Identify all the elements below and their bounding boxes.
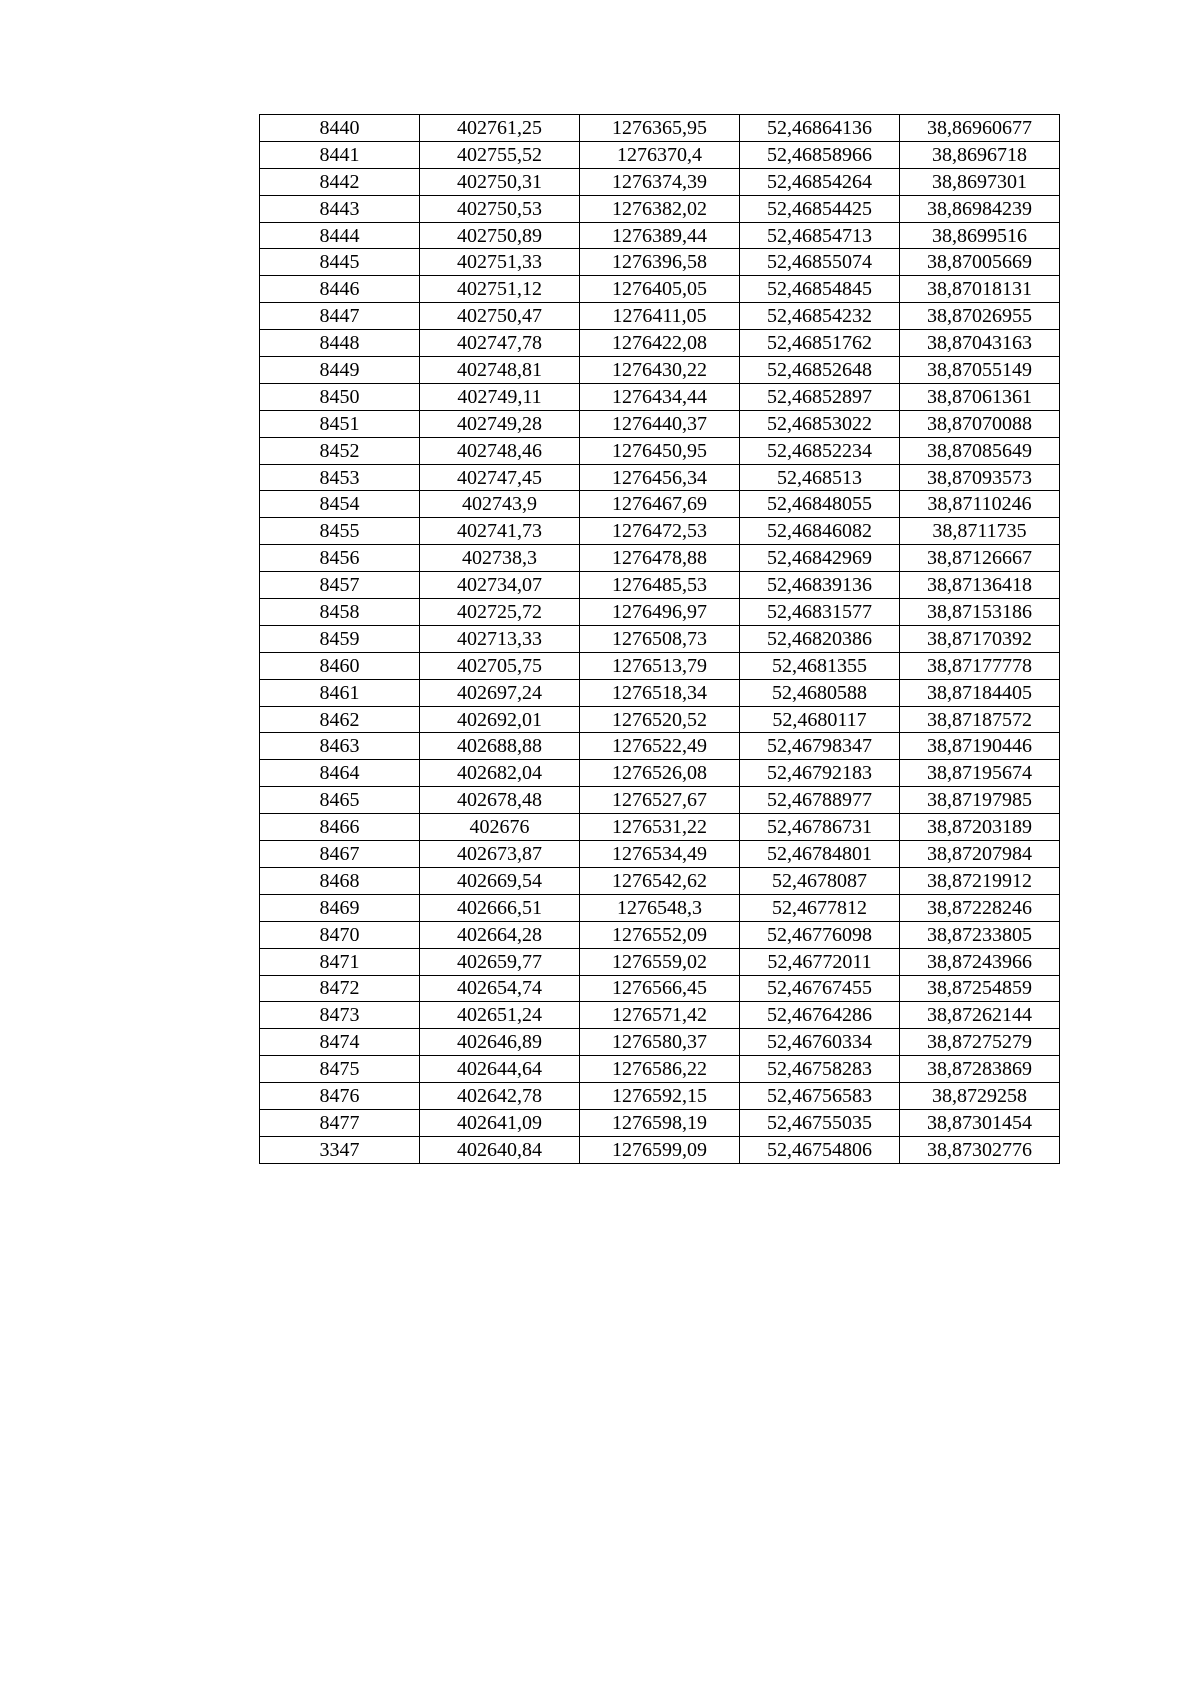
y-coordinate-cell: 1276389,44	[580, 222, 740, 249]
latitude-cell: 52,46764286	[740, 1002, 900, 1029]
longitude-cell: 38,87262144	[900, 1002, 1060, 1029]
x-coordinate-cell: 402705,75	[420, 652, 580, 679]
longitude-cell: 38,87190446	[900, 733, 1060, 760]
point-number-cell: 8443	[260, 195, 420, 222]
longitude-cell: 38,87243966	[900, 948, 1060, 975]
point-number-cell: 8462	[260, 706, 420, 733]
latitude-cell: 52,46854713	[740, 222, 900, 249]
latitude-cell: 52,46831577	[740, 599, 900, 626]
y-coordinate-cell: 1276485,53	[580, 572, 740, 599]
longitude-cell: 38,87126667	[900, 545, 1060, 572]
longitude-cell: 38,87061361	[900, 383, 1060, 410]
point-number-cell: 8465	[260, 787, 420, 814]
y-coordinate-cell: 1276472,53	[580, 518, 740, 545]
x-coordinate-cell: 402669,54	[420, 867, 580, 894]
x-coordinate-cell: 402750,31	[420, 168, 580, 195]
y-coordinate-cell: 1276586,22	[580, 1056, 740, 1083]
table-row	[260, 141, 1060, 168]
longitude-cell: 38,87207984	[900, 841, 1060, 868]
y-coordinate-cell: 1276478,88	[580, 545, 740, 572]
latitude-cell: 52,46784801	[740, 841, 900, 868]
longitude-cell: 38,87187572	[900, 706, 1060, 733]
table-row	[260, 303, 1060, 330]
table-row	[260, 787, 1060, 814]
y-coordinate-cell: 1276566,45	[580, 975, 740, 1002]
latitude-cell: 52,46758283	[740, 1056, 900, 1083]
y-coordinate-cell: 1276396,58	[580, 249, 740, 276]
x-coordinate-cell: 402678,48	[420, 787, 580, 814]
longitude-cell: 38,87283869	[900, 1056, 1060, 1083]
longitude-cell: 38,87203189	[900, 814, 1060, 841]
table-row	[260, 330, 1060, 357]
table-row	[260, 599, 1060, 626]
longitude-cell: 38,87136418	[900, 572, 1060, 599]
table-row	[260, 975, 1060, 1002]
table-row	[260, 357, 1060, 384]
latitude-cell: 52,46756583	[740, 1083, 900, 1110]
point-number-cell: 8467	[260, 841, 420, 868]
x-coordinate-cell: 402748,46	[420, 437, 580, 464]
point-number-cell: 8457	[260, 572, 420, 599]
x-coordinate-cell: 402751,33	[420, 249, 580, 276]
longitude-cell: 38,87170392	[900, 625, 1060, 652]
y-coordinate-cell: 1276552,09	[580, 921, 740, 948]
table-row	[260, 921, 1060, 948]
x-coordinate-cell: 402642,78	[420, 1083, 580, 1110]
table-row	[260, 948, 1060, 975]
latitude-cell: 52,46846082	[740, 518, 900, 545]
point-number-cell: 8472	[260, 975, 420, 1002]
longitude-cell: 38,8729258	[900, 1083, 1060, 1110]
point-number-cell: 8451	[260, 410, 420, 437]
latitude-cell: 52,46767455	[740, 975, 900, 1002]
longitude-cell: 38,87070088	[900, 410, 1060, 437]
x-coordinate-cell: 402750,47	[420, 303, 580, 330]
x-coordinate-cell: 402750,53	[420, 195, 580, 222]
point-number-cell: 8445	[260, 249, 420, 276]
latitude-cell: 52,4680117	[740, 706, 900, 733]
point-number-cell: 8454	[260, 491, 420, 518]
point-number-cell: 8469	[260, 894, 420, 921]
y-coordinate-cell: 1276456,34	[580, 464, 740, 491]
latitude-cell: 52,46842969	[740, 545, 900, 572]
x-coordinate-cell: 402713,33	[420, 625, 580, 652]
x-coordinate-cell: 402646,89	[420, 1029, 580, 1056]
x-coordinate-cell: 402747,78	[420, 330, 580, 357]
x-coordinate-cell: 402673,87	[420, 841, 580, 868]
longitude-cell: 38,87233805	[900, 921, 1060, 948]
table-row	[260, 1029, 1060, 1056]
table-row	[260, 706, 1060, 733]
x-coordinate-cell: 402741,73	[420, 518, 580, 545]
table-row	[260, 760, 1060, 787]
point-number-cell: 8440	[260, 115, 420, 142]
y-coordinate-cell: 1276518,34	[580, 679, 740, 706]
latitude-cell: 52,46854845	[740, 276, 900, 303]
y-coordinate-cell: 1276374,39	[580, 168, 740, 195]
latitude-cell: 52,46858966	[740, 141, 900, 168]
x-coordinate-cell: 402738,3	[420, 545, 580, 572]
longitude-cell: 38,87153186	[900, 599, 1060, 626]
point-number-cell: 8464	[260, 760, 420, 787]
latitude-cell: 52,46854425	[740, 195, 900, 222]
longitude-cell: 38,87018131	[900, 276, 1060, 303]
latitude-cell: 52,46854264	[740, 168, 900, 195]
point-number-cell: 8456	[260, 545, 420, 572]
longitude-cell: 38,86960677	[900, 115, 1060, 142]
latitude-cell: 52,4681355	[740, 652, 900, 679]
longitude-cell: 38,86984239	[900, 195, 1060, 222]
latitude-cell: 52,46798347	[740, 733, 900, 760]
point-number-cell: 8459	[260, 625, 420, 652]
x-coordinate-cell: 402659,77	[420, 948, 580, 975]
y-coordinate-cell: 1276548,3	[580, 894, 740, 921]
y-coordinate-cell: 1276422,08	[580, 330, 740, 357]
table-row	[260, 249, 1060, 276]
latitude-cell: 52,46776098	[740, 921, 900, 948]
table-row	[260, 841, 1060, 868]
latitude-cell: 52,46864136	[740, 115, 900, 142]
table-row	[260, 1083, 1060, 1110]
table-row	[260, 814, 1060, 841]
y-coordinate-cell: 1276520,52	[580, 706, 740, 733]
table-row	[260, 491, 1060, 518]
x-coordinate-cell: 402697,24	[420, 679, 580, 706]
longitude-cell: 38,87197985	[900, 787, 1060, 814]
table-row	[260, 518, 1060, 545]
point-number-cell: 8466	[260, 814, 420, 841]
point-number-cell: 8471	[260, 948, 420, 975]
latitude-cell: 52,46852234	[740, 437, 900, 464]
y-coordinate-cell: 1276598,19	[580, 1109, 740, 1136]
point-number-cell: 8470	[260, 921, 420, 948]
longitude-cell: 38,8696718	[900, 141, 1060, 168]
point-number-cell: 8460	[260, 652, 420, 679]
longitude-cell: 38,87301454	[900, 1109, 1060, 1136]
latitude-cell: 52,46855074	[740, 249, 900, 276]
table-row	[260, 679, 1060, 706]
point-number-cell: 8455	[260, 518, 420, 545]
point-number-cell: 8475	[260, 1056, 420, 1083]
y-coordinate-cell: 1276370,4	[580, 141, 740, 168]
table-row	[260, 1002, 1060, 1029]
latitude-cell: 52,46754806	[740, 1136, 900, 1163]
point-number-cell: 8446	[260, 276, 420, 303]
longitude-cell: 38,87055149	[900, 357, 1060, 384]
x-coordinate-cell: 402644,64	[420, 1056, 580, 1083]
longitude-cell: 38,87093573	[900, 464, 1060, 491]
point-number-cell: 8477	[260, 1109, 420, 1136]
point-number-cell: 8468	[260, 867, 420, 894]
latitude-cell: 52,46792183	[740, 760, 900, 787]
x-coordinate-cell: 402692,01	[420, 706, 580, 733]
latitude-cell: 52,4678087	[740, 867, 900, 894]
x-coordinate-cell: 402666,51	[420, 894, 580, 921]
x-coordinate-cell: 402749,28	[420, 410, 580, 437]
y-coordinate-cell: 1276434,44	[580, 383, 740, 410]
point-number-cell: 8447	[260, 303, 420, 330]
longitude-cell: 38,87043163	[900, 330, 1060, 357]
coordinates-table-body	[260, 115, 1060, 1164]
x-coordinate-cell: 402748,81	[420, 357, 580, 384]
y-coordinate-cell: 1276534,49	[580, 841, 740, 868]
point-number-cell: 3347	[260, 1136, 420, 1163]
point-number-cell: 8474	[260, 1029, 420, 1056]
latitude-cell: 52,46852897	[740, 383, 900, 410]
x-coordinate-cell: 402750,89	[420, 222, 580, 249]
longitude-cell: 38,87110246	[900, 491, 1060, 518]
y-coordinate-cell: 1276513,79	[580, 652, 740, 679]
y-coordinate-cell: 1276527,67	[580, 787, 740, 814]
y-coordinate-cell: 1276559,02	[580, 948, 740, 975]
x-coordinate-cell: 402654,74	[420, 975, 580, 1002]
point-number-cell: 8448	[260, 330, 420, 357]
y-coordinate-cell: 1276365,95	[580, 115, 740, 142]
x-coordinate-cell: 402651,24	[420, 1002, 580, 1029]
table-row	[260, 572, 1060, 599]
latitude-cell: 52,4677812	[740, 894, 900, 921]
latitude-cell: 52,46772011	[740, 948, 900, 975]
point-number-cell: 8453	[260, 464, 420, 491]
y-coordinate-cell: 1276496,97	[580, 599, 740, 626]
x-coordinate-cell: 402761,25	[420, 115, 580, 142]
table-row	[260, 733, 1060, 760]
x-coordinate-cell: 402751,12	[420, 276, 580, 303]
point-number-cell: 8450	[260, 383, 420, 410]
y-coordinate-cell: 1276430,22	[580, 357, 740, 384]
longitude-cell: 38,87005669	[900, 249, 1060, 276]
table-row	[260, 625, 1060, 652]
table-row	[260, 867, 1060, 894]
table-row	[260, 115, 1060, 142]
y-coordinate-cell: 1276526,08	[580, 760, 740, 787]
latitude-cell: 52,46854232	[740, 303, 900, 330]
longitude-cell: 38,87275279	[900, 1029, 1060, 1056]
y-coordinate-cell: 1276450,95	[580, 437, 740, 464]
latitude-cell: 52,46788977	[740, 787, 900, 814]
point-number-cell: 8444	[260, 222, 420, 249]
longitude-cell: 38,87219912	[900, 867, 1060, 894]
longitude-cell: 38,87195674	[900, 760, 1060, 787]
table-row	[260, 168, 1060, 195]
table-row	[260, 410, 1060, 437]
latitude-cell: 52,46755035	[740, 1109, 900, 1136]
x-coordinate-cell: 402641,09	[420, 1109, 580, 1136]
latitude-cell: 52,46786731	[740, 814, 900, 841]
point-number-cell: 8473	[260, 1002, 420, 1029]
y-coordinate-cell: 1276571,42	[580, 1002, 740, 1029]
table-row	[260, 437, 1060, 464]
table-row	[260, 545, 1060, 572]
latitude-cell: 52,46852648	[740, 357, 900, 384]
longitude-cell: 38,8697301	[900, 168, 1060, 195]
y-coordinate-cell: 1276592,15	[580, 1083, 740, 1110]
x-coordinate-cell: 402749,11	[420, 383, 580, 410]
y-coordinate-cell: 1276542,62	[580, 867, 740, 894]
point-number-cell: 8458	[260, 599, 420, 626]
y-coordinate-cell: 1276440,37	[580, 410, 740, 437]
longitude-cell: 38,87026955	[900, 303, 1060, 330]
latitude-cell: 52,46853022	[740, 410, 900, 437]
point-number-cell: 8452	[260, 437, 420, 464]
longitude-cell: 38,87228246	[900, 894, 1060, 921]
y-coordinate-cell: 1276508,73	[580, 625, 740, 652]
x-coordinate-cell: 402664,28	[420, 921, 580, 948]
latitude-cell: 52,4680588	[740, 679, 900, 706]
table-row	[260, 652, 1060, 679]
x-coordinate-cell: 402747,45	[420, 464, 580, 491]
table-row	[260, 222, 1060, 249]
y-coordinate-cell: 1276467,69	[580, 491, 740, 518]
latitude-cell: 52,46820386	[740, 625, 900, 652]
x-coordinate-cell: 402755,52	[420, 141, 580, 168]
latitude-cell: 52,46848055	[740, 491, 900, 518]
point-number-cell: 8463	[260, 733, 420, 760]
x-coordinate-cell: 402640,84	[420, 1136, 580, 1163]
latitude-cell: 52,46851762	[740, 330, 900, 357]
longitude-cell: 38,87177778	[900, 652, 1060, 679]
x-coordinate-cell: 402734,07	[420, 572, 580, 599]
y-coordinate-cell: 1276405,05	[580, 276, 740, 303]
table-row	[260, 894, 1060, 921]
longitude-cell: 38,87254859	[900, 975, 1060, 1002]
longitude-cell: 38,8711735	[900, 518, 1060, 545]
x-coordinate-cell: 402682,04	[420, 760, 580, 787]
y-coordinate-cell: 1276522,49	[580, 733, 740, 760]
x-coordinate-cell: 402743,9	[420, 491, 580, 518]
y-coordinate-cell: 1276411,05	[580, 303, 740, 330]
table-row	[260, 1056, 1060, 1083]
y-coordinate-cell: 1276580,37	[580, 1029, 740, 1056]
table-row	[260, 464, 1060, 491]
table-row	[260, 276, 1060, 303]
y-coordinate-cell: 1276531,22	[580, 814, 740, 841]
point-number-cell: 8441	[260, 141, 420, 168]
x-coordinate-cell: 402688,88	[420, 733, 580, 760]
table-row	[260, 195, 1060, 222]
x-coordinate-cell: 402676	[420, 814, 580, 841]
point-number-cell: 8442	[260, 168, 420, 195]
longitude-cell: 38,8699516	[900, 222, 1060, 249]
y-coordinate-cell: 1276599,09	[580, 1136, 740, 1163]
longitude-cell: 38,87184405	[900, 679, 1060, 706]
latitude-cell: 52,46839136	[740, 572, 900, 599]
point-number-cell: 8476	[260, 1083, 420, 1110]
latitude-cell: 52,46760334	[740, 1029, 900, 1056]
point-number-cell: 8449	[260, 357, 420, 384]
coordinates-table	[259, 114, 1060, 1164]
point-number-cell: 8461	[260, 679, 420, 706]
longitude-cell: 38,87302776	[900, 1136, 1060, 1163]
table-row	[260, 1109, 1060, 1136]
longitude-cell: 38,87085649	[900, 437, 1060, 464]
x-coordinate-cell: 402725,72	[420, 599, 580, 626]
table-row	[260, 383, 1060, 410]
latitude-cell: 52,468513	[740, 464, 900, 491]
table-row	[260, 1136, 1060, 1163]
y-coordinate-cell: 1276382,02	[580, 195, 740, 222]
